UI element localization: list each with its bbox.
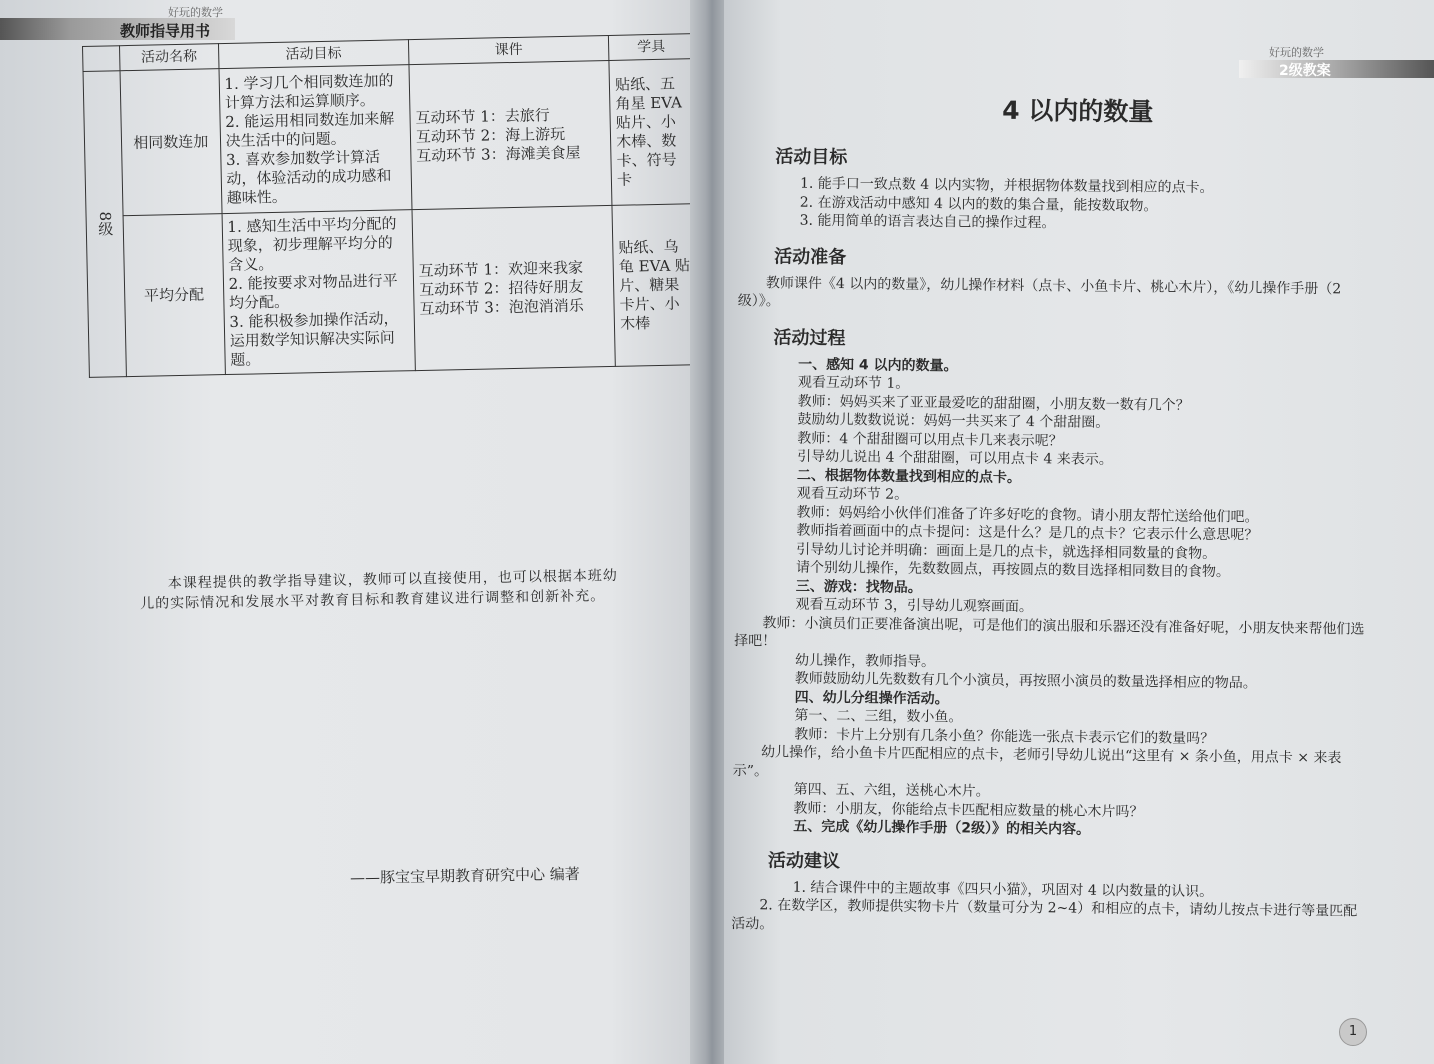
- table-header-tools: 学具: [609, 34, 694, 61]
- process-line: 教师指着画面中的点卡提问：这是什么？是几的点卡？它表示什么意思呢？: [796, 522, 1259, 544]
- process-line: 观看互动环节 2。: [796, 485, 909, 503]
- header-logo: 好玩的数学: [168, 6, 223, 19]
- process-step-title: 四、幼儿分组操作活动。: [794, 689, 949, 707]
- author-credit: ——豚宝宝早期教育研究中心 编著: [349, 864, 580, 888]
- courseware-item: 互动环节 3：海滩美食屋: [416, 143, 581, 165]
- activity-goals: [219, 65, 412, 214]
- prep-text: 教师课件《4 以内的数量》，幼儿操作材料（点卡、小鱼卡片、桃心木片），《幼儿操作手册（2级）》。: [737, 274, 1342, 310]
- process-line: 幼儿操作，给小鱼卡片匹配相应的点卡，老师引导幼儿说出“这里有 × 条小鱼，用点卡 × 来表示”。: [732, 744, 1342, 779]
- lesson-title: 4 以内的数量: [1002, 95, 1154, 127]
- process-line: 教师：小朋友，你能给点卡匹配相应数量的桃心木片吗？: [793, 800, 1144, 820]
- process-line: 幼儿操作，教师指导。: [794, 652, 936, 670]
- process-line: 教师：4 个甜甜圈可以用点卡几来表示呢？: [797, 430, 1063, 449]
- goal-line: 1. 能手口一致点数 4 以内实物，并根据物体数量找到相应的点卡。: [799, 175, 1214, 196]
- courseware-cell: [409, 60, 612, 209]
- activity-name: 平均分配: [123, 214, 225, 377]
- suggestion-line: 1. 结合课件中的主题故事《四只小猫》，巩固对 4 以内数量的认识。: [792, 879, 1214, 900]
- suggestion-line: 2. 在数学区，教师提供实物卡片（数量可分为 2~4）和相应的点卡，请幼儿按点卡进行等量匹配活动。: [731, 897, 1358, 932]
- process-line: 第四、五、六组，送桃心木片。: [793, 781, 990, 800]
- courseware-item: 互动环节 1：欢迎来我家: [418, 258, 584, 280]
- tools-text: 贴纸、乌龟 EVA 贴片、糖果卡片、小木棒: [618, 237, 691, 333]
- process-step-title: 一、感知 4 以内的数量。: [798, 356, 958, 374]
- goal-item: 1. 感知生活中平均分配的现象，初步理解平均分的含义。: [227, 214, 397, 274]
- goal-item: 2. 能运用相同数连加来解决生活中的问题。: [225, 108, 395, 150]
- tools-cell: [609, 59, 697, 206]
- process-line: 引导幼儿讨论并明确：画面上是几的点卡，就选择相同数量的食物。: [796, 541, 1217, 562]
- process-step-title: 五、完成《幼儿操作手册（2级）》的相关内容。: [793, 818, 1091, 838]
- courseware-item: 互动环节 2：招待好朋友: [418, 277, 584, 299]
- header-label: 2级教案: [1279, 63, 1331, 79]
- page-number: 1: [1339, 1018, 1367, 1046]
- courseware-cell: [412, 205, 616, 370]
- goal-item: 3. 能积极参加操作活动，运用数学知识解决实际问题。: [229, 309, 399, 369]
- process-step-title: 二、根据物体数量找到相应的点卡。: [796, 467, 1022, 486]
- tools-cell: [612, 204, 700, 367]
- tools-text: 贴纸、五角星 EVA 贴片、小木棒、数卡、符号卡: [614, 74, 683, 189]
- activity-goals: [222, 210, 416, 375]
- level-cell: 8级: [83, 71, 126, 378]
- right-header-bar: [1239, 46, 1434, 79]
- process-line: 教师鼓励幼儿先数数有几个小演员，再按照小演员的数量选择相应的物品。: [794, 670, 1257, 692]
- prep-heading: 活动准备: [774, 245, 847, 268]
- goal-item: 1. 学习几个相同数连加的计算方法和运算顺序。: [224, 70, 394, 112]
- header-label: 教师指导用书: [120, 22, 211, 40]
- guidance-note: 本课程提供的教学指导建议，教师可以直接使用，也可以根据本班幼儿的实际情况和发展水平对教育目标和教育建议进行调整和创新补充。: [140, 567, 618, 613]
- header-logo: 好玩的数学: [1269, 46, 1324, 59]
- goal-line: 2. 在游戏活动中感知 4 以内的数的集合量，能按数取物。: [799, 194, 1158, 214]
- lesson-content: [729, 88, 1378, 940]
- table-row: [83, 59, 697, 217]
- suggest-heading: 活动建议: [767, 849, 841, 872]
- process-line: 观看互动环节 1。: [797, 374, 910, 392]
- process-list: [730, 354, 1375, 842]
- courseware-item: 互动环节 2：海上游玩: [415, 124, 566, 146]
- activity-name: 相同数连加: [120, 69, 222, 216]
- process-line: 观看互动环节 3，引导幼儿观察画面。: [795, 596, 1034, 616]
- goal-line: 3. 能用简单的语言表达自己的操作过程。: [799, 212, 1056, 232]
- courseware-item: 互动环节 1：去旅行: [415, 105, 550, 127]
- process-line: 教师：妈妈买来了亚亚最爱吃的甜甜圈，小朋友数一数有几个？: [797, 393, 1190, 414]
- goal-item: 3. 喜欢参加数学计算活动，体验活动的成功感和趣味性。: [225, 147, 392, 207]
- table-row: [86, 204, 700, 378]
- process-line: 鼓励幼儿数数说说：妈妈一共买来了 4 个甜甜圈。: [797, 411, 1110, 431]
- activity-table: [82, 33, 701, 378]
- process-heading: 活动过程: [773, 326, 846, 349]
- process-line: 教师：卡片上分别有几条小鱼？你能选一张点卡表示它们的数量吗？: [794, 726, 1215, 747]
- table-header-name: 活动名称: [119, 44, 218, 71]
- courseware-item: 互动环节 3：泡泡消消乐: [419, 296, 584, 318]
- process-line: 教师：小演员们正要准备演出呢，可是他们的演出服和乐器还没有准备好呢，小朋友快来帮他们选择吧！: [734, 614, 1365, 650]
- process-line: 引导幼儿说出 4 个甜甜圈，可以用点卡 4 来表示。: [797, 448, 1113, 468]
- process-line: 教师：妈妈给小伙伴们准备了许多好吃的食物。请小朋友帮忙送给他们吧。: [796, 504, 1259, 525]
- table-header-courseware: 课件: [408, 35, 609, 64]
- process-line: 第一、二、三组，数小鱼。: [794, 707, 963, 726]
- table-header-goal: 活动目标: [218, 40, 409, 69]
- left-header-bar: [0, 6, 235, 40]
- process-line: 请个别幼儿操作，先数数圆点，再按圆点的数目选择相同数目的食物。: [795, 559, 1231, 581]
- table-header-level: [83, 46, 120, 72]
- goal-item: 2. 能按要求对物品进行平均分配。: [228, 271, 398, 312]
- goals-heading: 活动目标: [775, 146, 848, 169]
- right-page: [724, 0, 1434, 1064]
- process-step-title: 三、游戏：找物品。: [795, 578, 922, 596]
